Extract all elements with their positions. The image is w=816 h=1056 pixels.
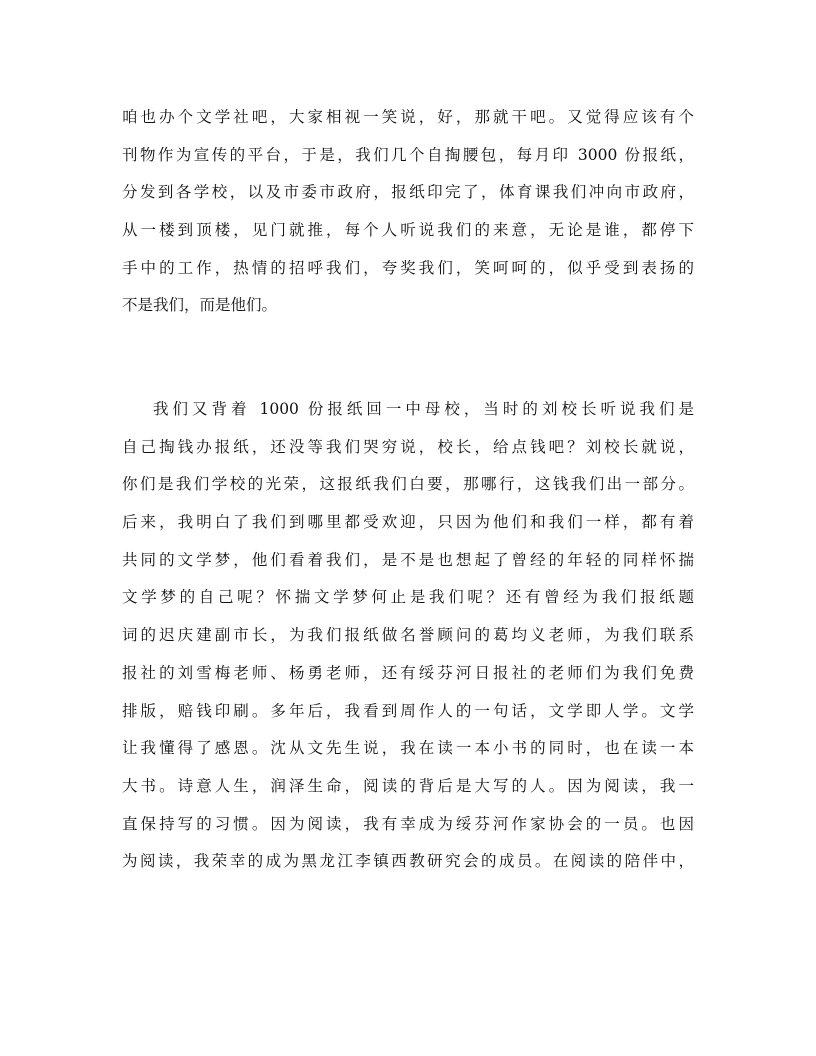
paragraph-line: 不是我们，而是他们。: [122, 296, 278, 315]
paragraph-line: 报社的刘雪梅老师、杨勇老师，还有绥芬河日报社的老师们为我们免费: [122, 663, 694, 682]
paragraph-line: 我们又背着 1000 份报纸回一中母校，当时的刘校长听说我们是: [153, 400, 694, 418]
paragraph-line: 手中的工作，热情的招呼我们，夸奖我们，笑呵呵的，似乎受到表扬的: [122, 258, 694, 277]
paragraph-line: 直保持写的习惯。因为阅读，我有幸成为绥芬河作家协会的一员。也因: [122, 814, 694, 833]
paragraph-line: 为阅读，我荣幸的成为黑龙江李镇西教研究会的成员。在阅读的陪伴中，: [122, 852, 694, 871]
paragraph-line: 文学梦的自己呢？怀揣文学梦何止是我们呢？还有曾经为我们报纸题: [122, 588, 694, 607]
paragraph-1: [122, 99, 694, 325]
paragraph-line: 让我懂得了感恩。沈从文先生说，我在读一本小书的同时，也在读一本: [122, 739, 694, 758]
paragraph-line: 大书。诗意人生，润泽生命，阅读的背后是大写的人。因为阅读，我一: [122, 776, 694, 795]
paragraph-line: 刊物作为宣传的平台，于是，我们几个自掏腰包，每月印 3000 份报纸，: [122, 145, 694, 164]
paragraph-line: 排版，赔钱印刷。多年后，我看到周作人的一句话，文学即人学。文学: [122, 701, 694, 720]
paragraph-line: 咱也办个文学社吧，大家相视一笑说，好，那就干吧。又觉得应该有个: [122, 108, 694, 126]
paragraph-line: 从一楼到顶楼，见门就推，每个人听说我们的来意，无论是谁，都停下: [122, 221, 694, 240]
paragraph-line: 分发到各学校，以及市委市政府，报纸印完了，体育课我们冲向市政府，: [122, 183, 694, 202]
paragraph-line: 词的迟庆建副市长，为我们报纸做名誉顾问的葛均义老师，为我们联系: [122, 626, 694, 645]
paragraph-line: 后来，我明白了我们到哪里都受欢迎，只因为他们和我们一样，都有着: [122, 513, 694, 532]
paragraph-line: 共同的文学梦，他们看着我们，是不是也想起了曾经的年轻的同样怀揣: [122, 550, 694, 569]
paragraph-line: 自己掏钱办报纸，还没等我们哭穷说，校长，给点钱吧？刘校长就说，: [122, 437, 694, 456]
paragraph-2: [122, 391, 694, 881]
paragraph-line: 你们是我们学校的光荣，这报纸我们白要，那哪行，这钱我们出一部分。: [122, 475, 694, 494]
